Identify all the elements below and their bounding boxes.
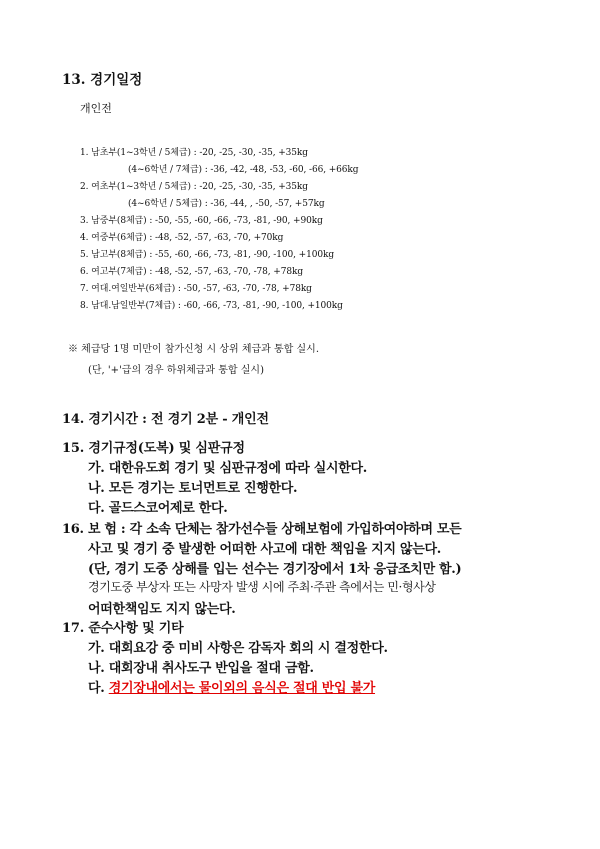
section-14-title: 14. 경기시간 : 전 경기 2분 - 개인전 xyxy=(62,412,269,427)
section-17-title: 17. 준수사항 및 기타 xyxy=(62,621,184,636)
section-16-line: 어떠한책임도 지지 않는다. xyxy=(88,602,236,617)
category-item: 3. 남중부(8체급) : -50, -55, -60, -66, -73, -81, -90, +90kg xyxy=(80,216,323,226)
merge-note-exception: (단, '+'급의 경우 하위체급과 통합 실시) xyxy=(88,365,264,376)
rule-item-food-ban xyxy=(88,677,375,696)
rule-item-prefix: 다. xyxy=(88,681,109,696)
category-item: (4~6학년 / 7체급) : -36, -42, -48, -53, -60, -66, +66kg xyxy=(128,165,359,175)
section-16-line: 16. 보 험 : 각 소속 단체는 참가선수들 상해보험에 가입하여야하며 모든 xyxy=(62,522,462,537)
section-16-line: (단, 경기 도중 상해를 입는 선수는 경기장에서 1차 응급조치만 함.) xyxy=(88,562,462,577)
section-13-title: 13. 경기일정 xyxy=(62,72,143,88)
rule-item: 나. 대회장내 취사도구 반입을 절대 금함. xyxy=(88,661,314,676)
category-item: 2. 여초부(1~3학년 / 5체급) : -20, -25, -30, -35, +35kg xyxy=(80,182,308,192)
rule-item: 가. 대회요강 중 미비 사항은 감독자 회의 시 결정한다. xyxy=(88,641,388,656)
rule-item: 가. 대한유도회 경기 및 심판규정에 따라 실시한다. xyxy=(88,461,367,476)
rule-item: 나. 모든 경기는 토너먼트로 진행한다. xyxy=(88,481,298,496)
category-item: 8. 남대.남일반부(7체급) : -60, -66, -73, -81, -90, -100, +100kg xyxy=(80,301,343,311)
category-item: (4~6학년 / 5체급) : -36, -44, , -50, -57, +57kg xyxy=(128,199,325,209)
category-item: 5. 남고부(8체급) : -55, -60, -66, -73, -81, -90, -100, +100kg xyxy=(80,250,334,260)
food-ban-warning: 경기장내에서는 물이외의 음식은 절대 반입 불가 xyxy=(108,681,376,696)
category-item: 1. 남초부(1~3학년 / 5체급) : -20, -25, -30, -35, +35kg xyxy=(80,148,308,158)
rule-item: 다. 골드스코어제로 한다. xyxy=(88,501,228,516)
category-item: 4. 여중부(6체급) : -48, -52, -57, -63, -70, +70kg xyxy=(80,233,284,243)
section-15-title: 15. 경기규정(도복) 및 심판규정 xyxy=(62,441,245,456)
individual-event-label: 개인전 xyxy=(80,102,112,115)
section-16-line: 경기도중 부상자 또는 사망자 발생 시에 주최·주관 측에서는 민·형사상 xyxy=(88,580,436,594)
merge-note: ※ 체급당 1명 미만이 참가신청 시 상위 체급과 통합 실시. xyxy=(68,344,320,355)
category-item: 6. 여고부(7체급) : -48, -52, -57, -63, -70, -78, +78kg xyxy=(80,267,304,277)
section-16-line: 사고 및 경기 중 발생한 어떠한 사고에 대한 책임을 지지 않는다. xyxy=(88,542,441,557)
category-item: 7. 여대.여일반부(6체급) : -50, -57, -63, -70, -78, +78kg xyxy=(80,284,312,294)
